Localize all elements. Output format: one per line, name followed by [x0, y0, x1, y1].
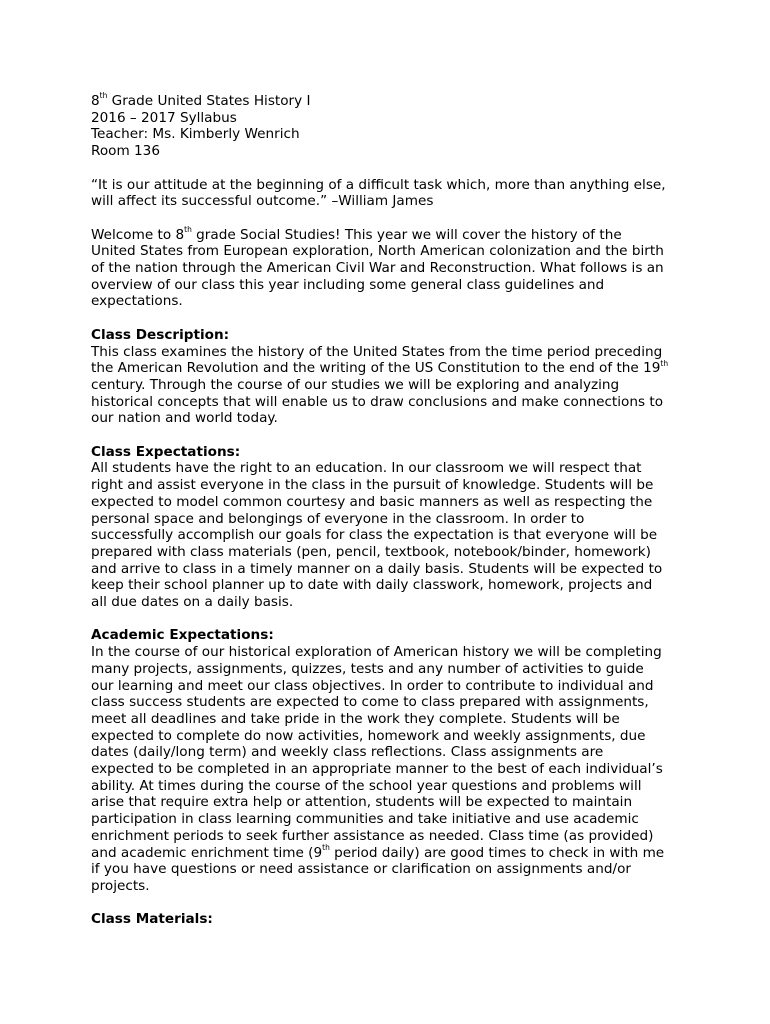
opening-quote: [91, 177, 691, 210]
academic-line: and academic enrichment time (9th period daily) are good times to check in with me: [91, 843, 665, 861]
academic-line: arise that require extra help or attention, students will be expected to maintain: [91, 794, 633, 811]
academic-expectations-heading: Academic Expectations:: [91, 627, 274, 644]
expectations-line: personal space and belongings of everyone in the classroom. In order to: [91, 510, 585, 527]
syllabus-year: 2016 – 2017 Syllabus: [91, 109, 237, 126]
welcome-line: Welcome to 8th grade Social Studies! This year we will cover the history of the: [91, 225, 622, 243]
academic-line: class success students are expected to come to class prepared with assignments,: [91, 694, 649, 711]
welcome-paragraph: [91, 227, 691, 311]
description-line: our nation and world today.: [91, 410, 278, 427]
class-description-heading: Class Description:: [91, 326, 230, 343]
welcome-line: United States from European exploration, North American colonization and the birth: [91, 243, 664, 260]
room-number: Room 136: [91, 143, 160, 160]
academic-line: expected to complete do now activities, homework and weekly assignments, due: [91, 727, 646, 744]
academic-line: dates (daily/long term) and weekly class reflections. Class assignments are: [91, 744, 604, 761]
welcome-line: overview of our class this year including some general class guidelines and: [91, 276, 605, 293]
class-materials-heading: Class Materials:: [91, 911, 213, 928]
academic-line: meet all deadlines and take pride in the work they complete. Students will be: [91, 710, 620, 727]
expectations-line: expected to model common courtesy and basic manners as well as respecting the: [91, 493, 653, 510]
description-line: century. Through the course of our studies we will be exploring and analyzing: [91, 376, 620, 393]
description-line: the American Revolution and the writing of the US Constitution to the end of the 19th: [91, 358, 669, 377]
academic-line: participation in class learning communities and take initiative and use academic: [91, 811, 639, 828]
quote-line: will affect its successful outcome.” –William James: [91, 193, 434, 210]
description-line: historical concepts that will enable us to draw conclusions and make connections to: [91, 393, 664, 410]
quote-line: “It is our attitude at the beginning of a difficult task which, more than anything else,: [91, 176, 666, 193]
academic-line: ability. At times during the course of the school year questions and problems will: [91, 777, 642, 794]
course-title: 8th Grade United States History I: [91, 91, 311, 109]
academic-line: enrichment periods to seek further assistance as needed. Class time (as provided): [91, 827, 654, 844]
syllabus-header: [91, 93, 691, 160]
teacher-name: Teacher: Ms. Kimberly Wenrich: [91, 126, 300, 143]
expectations-line: All students have the right to an education. In our classroom we will respect that: [91, 460, 642, 477]
class-materials-section: [91, 911, 691, 928]
description-line: This class examines the history of the United States from the time period preceding: [91, 343, 663, 360]
academic-line: In the course of our historical exploration of American history we will be completing: [91, 644, 662, 661]
expectations-line: and arrive to class in a timely manner on a daily basis. Students will be expected to: [91, 560, 663, 577]
class-expectations-section: [91, 444, 691, 611]
welcome-line: expectations.: [91, 293, 183, 310]
academic-line: projects.: [91, 877, 150, 894]
academic-line: if you have questions or need assistance or clarification on assignments and/or: [91, 861, 631, 878]
class-expectations-heading: Class Expectations:: [91, 443, 241, 460]
academic-line: many projects, assignments, quizzes, tests and any number of activities to guide: [91, 660, 644, 677]
class-description-section: [91, 327, 691, 427]
academic-line: our learning and meet our class objectives. In order to contribute to individual and: [91, 677, 654, 694]
expectations-line: all due dates on a daily basis.: [91, 594, 294, 611]
welcome-line: of the nation through the American Civil War and Reconstruction. What follows is an: [91, 260, 664, 276]
expectations-line: successfully accomplish our goals for class the expectation is that everyone will be: [91, 527, 658, 544]
expectations-line: right and assist everyone in the class in the pursuit of knowledge. Students will be: [91, 477, 654, 494]
academic-expectations-section: [91, 627, 691, 894]
expectations-line: prepared with class materials (pen, pencil, textbook, notebook/binder, homework): [91, 543, 651, 560]
academic-line: expected to be completed in an appropriate manner to the best of each individual’s: [91, 761, 663, 778]
syllabus-page: [91, 93, 691, 928]
expectations-line: keep their school planner up to date with daily classwork, homework, projects and: [91, 577, 653, 594]
